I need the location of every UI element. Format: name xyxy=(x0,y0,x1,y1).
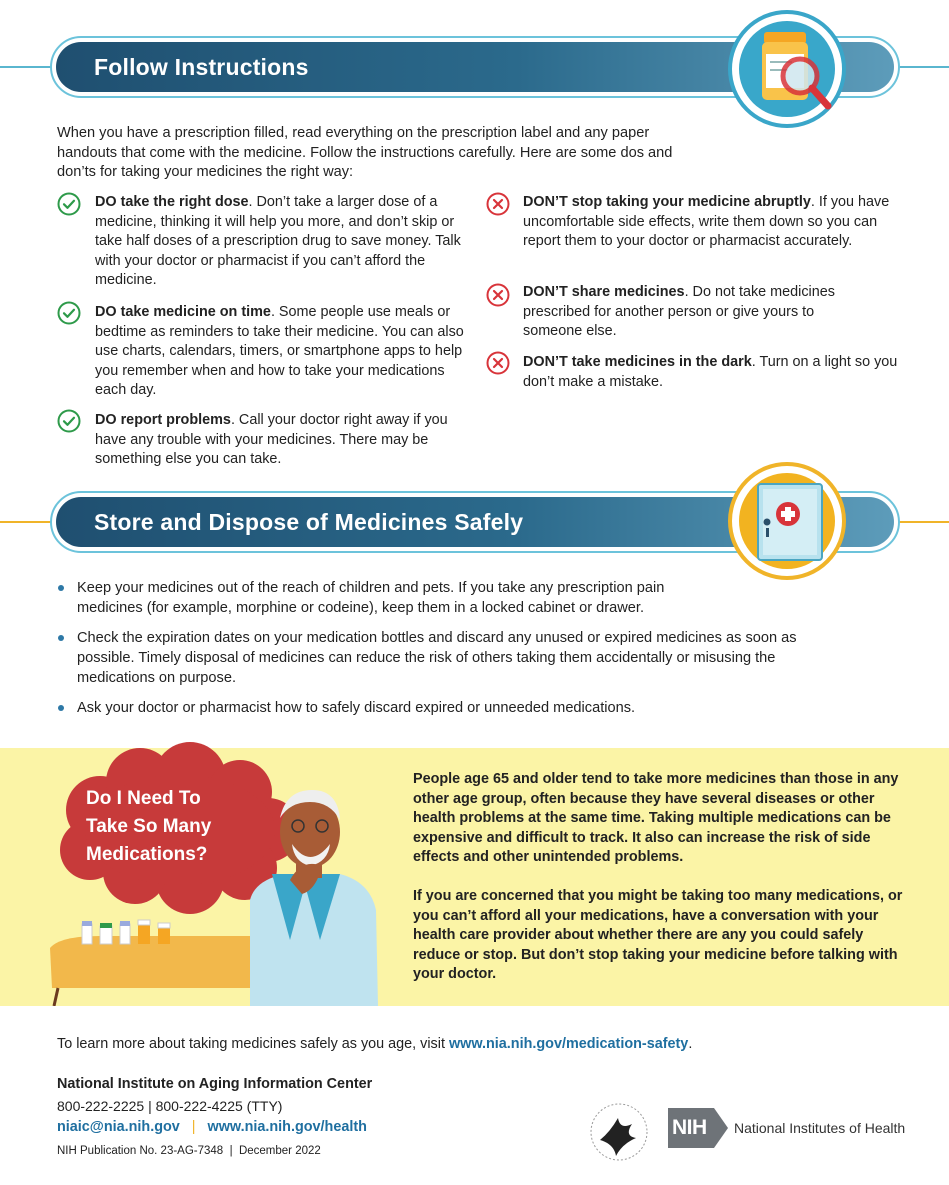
medicine-cabinet-icon xyxy=(728,462,846,580)
bullet-icon xyxy=(58,705,64,711)
health-website-link[interactable]: www.nia.nih.gov/health xyxy=(207,1119,367,1135)
thought-bubble-text: Do I Need To Take So Many Medications? xyxy=(86,788,212,865)
check-circle-icon xyxy=(57,301,81,325)
check-circle-icon xyxy=(57,409,81,433)
dont-item: DON’T stop taking your medicine abruptly. If you have uncomfortable side effects, write them down so you can report them to your doctor or pharmacist accurately. xyxy=(523,194,890,250)
callout-paragraph-2: If you are concerned that you might be taking too many medications, or you can’t afford all your medications, have a conversation with your health care provider about whether there are any you could safely reduce or stop. But don’t stop taking your medicine before talking with your doctor. xyxy=(413,888,903,983)
nih-logo xyxy=(668,1108,905,1148)
x-circle-icon xyxy=(486,351,510,375)
bullet-icon xyxy=(58,635,64,641)
thinking-man-illustration xyxy=(40,740,390,1006)
org-name: National Institute on Aging Information Center xyxy=(57,1076,373,1092)
medication-safety-link[interactable]: www.nia.nih.gov/medication-safety xyxy=(448,1036,689,1052)
section1-rule-right xyxy=(898,66,949,68)
phone-numbers: 800-222-2225 | 800-222-4225 (TTY) xyxy=(57,1098,283,1114)
publication-info: NIH Publication No. 23-AG-7348 | December 2022 xyxy=(57,1145,321,1157)
x-circle-icon xyxy=(486,192,510,216)
nih-name: National Institutes of Health xyxy=(734,1120,906,1136)
check-circle-icon xyxy=(57,192,81,216)
learn-more-line: To learn more about taking medicines safely as you age, visit www.nia.nih.gov/medication-safety. xyxy=(57,1036,693,1052)
dont-item: DON’T take medicines in the dark. Turn on a light so you don’t make a mistake. xyxy=(523,354,898,390)
section2-rule-right xyxy=(898,521,949,523)
section1-intro: When you have a prescription filled, read everything on the prescription label and any paper handouts that come with the medicine. Follow the instructions carefully. Here are some dos and don’ts for taking your medicines the right way: xyxy=(57,125,673,180)
bullet-icon xyxy=(58,585,64,591)
email-link[interactable]: niaic@nia.nih.gov xyxy=(57,1119,180,1135)
section2-title: Store and Dispose of Medicines Safely xyxy=(94,508,524,535)
section2-rule-left xyxy=(0,521,52,523)
dont-item: DON’T share medicines. Do not take medicines prescribed for another person or give yours to someone else. xyxy=(523,284,835,340)
do-item: DO report problems. Call your doctor right away if you have any trouble with your medicines. There may be something else you can take. xyxy=(95,412,448,468)
contact-line: niaic@nia.nih.gov | www.nia.nih.gov/health xyxy=(57,1119,367,1135)
x-circle-icon xyxy=(486,283,510,307)
hhs-seal-logo xyxy=(586,1102,652,1162)
nih-badge-text: NIH xyxy=(672,1116,707,1139)
do-item: DO take the right dose. Don’t take a larger dose of a medicine, thinking it will help you more, and don’t skip or take half doses of a prescription drug to save money. Talk with your doctor or pharmacist if you can’t afford the medicine. xyxy=(95,194,461,289)
section1-rule-left xyxy=(0,66,52,68)
pill-bottle-magnifier-icon xyxy=(728,10,846,128)
section1-title: Follow Instructions xyxy=(94,53,309,80)
do-item: DO take medicine on time. Some people use meals or bedtime as reminders to take their medicine. You can also use charts, calendars, timers, or smartphone apps to help you remember when and how to take your medications each day. xyxy=(95,304,464,399)
callout-paragraph-1: People age 65 and older tend to take more medicines than those in any other age group, often because they have several diseases or other health problems at the same time. Taking multiple medications can be expensive and difficult to track. It also can increase the risk of side effects and other unintended problems. xyxy=(413,771,899,866)
